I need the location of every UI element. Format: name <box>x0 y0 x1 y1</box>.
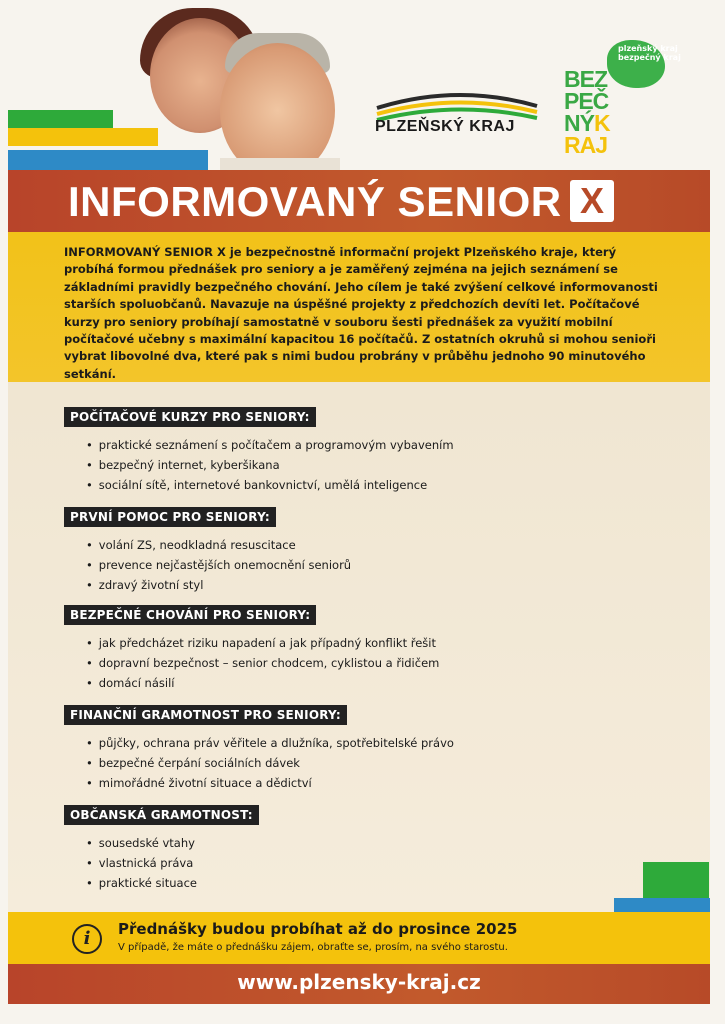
section-list <box>86 733 454 793</box>
list-item: • prevence nejčastějších onemocnění seniorů <box>86 555 351 575</box>
info-sub-text: V případě, že máte o přednášku zájem, obraťte se, prosím, na svého starostu. <box>118 942 508 953</box>
section-heading: OBČANSKÁ GRAMOTNOST: <box>64 805 259 825</box>
section-safe-behavior <box>64 604 439 693</box>
section-first-aid <box>64 506 351 595</box>
intro-text: INFORMOVANÝ SENIOR X je bezpečnostně informační projekt Plzeňského kraje, který probíhá formou přednášek pro seniory a je zaměřený zejména na jejich seznámení se základními pravidly bezpečného chování. Jeho cílem je také zvýšení celkové informovanosti starších spoluobčanů. Navazuje na úspěšné projekty z předchozích devíti let. Počítačové kurzy pro seniory probíhají samostatně v souboru šesti přednášek za využití mobilní počítačové učebny s maximální kapacitou 16 počítačů. Z ostatních okruhů si mohou senioři vybrat libovolné dva, které pak s nimi budou probrány v průběhu jednoho 90 minutového setkání. <box>64 245 658 381</box>
list-item: • mimořádné životní situace a dědictví <box>86 773 454 793</box>
section-computer-courses <box>64 406 454 495</box>
info-band <box>8 912 710 964</box>
section-heading: BEZPEČNÉ CHOVÁNÍ PRO SENIORY: <box>64 605 316 625</box>
logo-row-4: RAJ <box>564 132 608 158</box>
section-civic-literacy <box>64 804 259 893</box>
section-heading: PRVNÍ POMOC PRO SENIORY: <box>64 507 276 527</box>
region-name: PLZEŇSKÝ KRAJ <box>375 118 515 135</box>
list-item: • půjčky, ochrana práv věřitele a dlužníka, spotřebitelské právo <box>86 733 454 753</box>
logo-row-2: PEČ <box>564 88 609 114</box>
section-list <box>86 535 351 595</box>
title-band <box>8 170 710 232</box>
logo-row-3: NÝK <box>564 110 610 136</box>
section-list <box>86 833 259 893</box>
logo-small-text: plzeňský kraj bezpečný kraj <box>618 44 681 62</box>
intro-panel <box>8 232 710 382</box>
section-heading: FINANČNÍ GRAMOTNOST PRO SENIORY: <box>64 705 347 725</box>
bezpecny-kraj-logo <box>562 40 682 160</box>
url-band <box>8 964 710 1004</box>
man-face <box>220 43 335 173</box>
list-item: • bezpečné čerpání sociálních dávek <box>86 753 454 773</box>
seniors-photo <box>130 8 340 173</box>
list-item: • domácí násilí <box>86 673 439 693</box>
list-item: • volání ZS, neodkladná resuscitace <box>86 535 351 555</box>
green-accent-block <box>643 862 709 898</box>
list-item: • praktické situace <box>86 873 259 893</box>
section-financial-literacy <box>64 704 454 793</box>
page-title: INFORMOVANÝ SENIOR <box>68 178 562 225</box>
website-link[interactable]: www.plzensky-kraj.cz <box>237 970 481 994</box>
green-stripe <box>8 110 113 128</box>
logo-row-1: BEZ <box>564 66 607 92</box>
list-item: • zdravý životní styl <box>86 575 351 595</box>
info-main-text: Přednášky budou probíhat až do prosince 2025 <box>118 920 518 938</box>
info-icon: i <box>72 924 102 954</box>
list-item: • jak předcházet riziku napadení a jak případný konflikt řešit <box>86 633 439 653</box>
list-item: • sousedské vtahy <box>86 833 259 853</box>
section-list <box>86 633 439 693</box>
section-list <box>86 435 454 495</box>
list-item: • vlastnická práva <box>86 853 259 873</box>
topics-panel <box>8 382 710 912</box>
list-item: • bezpečný internet, kyberšikana <box>86 455 454 475</box>
title-badge: X <box>570 180 614 222</box>
section-heading: POČÍTAČOVÉ KURZY PRO SENIORY: <box>64 407 316 427</box>
list-item: • praktické seznámení s počítačem a programovým vybavením <box>86 435 454 455</box>
list-item: • sociální sítě, internetové bankovnictví, umělá inteligence <box>86 475 454 495</box>
list-item: • dopravní bezpečnost – senior chodcem, cyklistou a řidičem <box>86 653 439 673</box>
